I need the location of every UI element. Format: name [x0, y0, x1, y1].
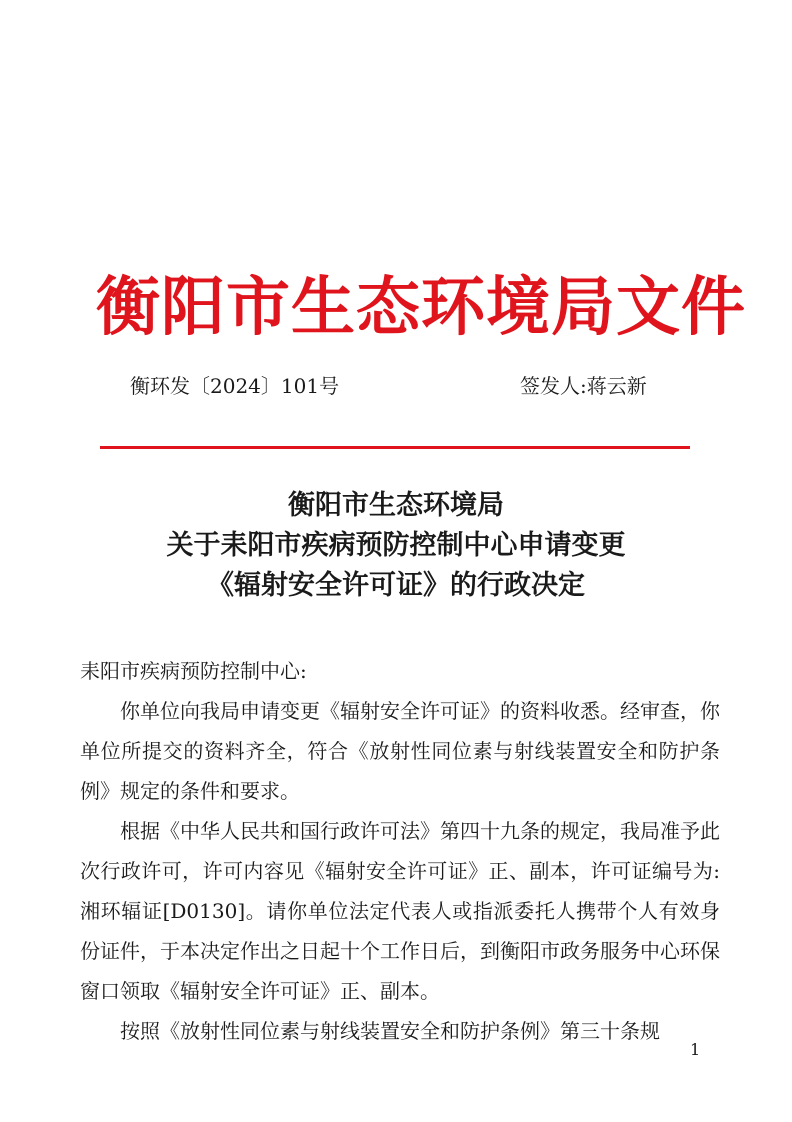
title-line-2: 关于耒阳市疾病预防控制中心申请变更 [166, 530, 626, 561]
body-paragraph: 按照《放射性同位素与射线装置安全和防护条例》第三十条规 [120, 1019, 660, 1043]
red-separator-line [100, 446, 690, 449]
signer-label: 签发人: [520, 374, 587, 398]
document-body [80, 651, 720, 1051]
document-number: 衡环发〔2024〕101号 [130, 374, 340, 398]
page-number: 1 [690, 1040, 701, 1059]
salutation: 耒阳市疾病预防控制中心: [80, 659, 307, 683]
signer-line [520, 372, 647, 400]
title-line-3: 《辐射安全许可证》的行政决定 [207, 570, 585, 601]
document-title [96, 486, 696, 606]
issuer-masthead: 衡阳市生态环境局文件 [96, 270, 746, 345]
signer-name: 蒋云新 [586, 374, 647, 398]
body-paragraph: 你单位向我局申请变更《辐射安全许可证》的资料收悉。经审查，你单位所提交的资料齐全，符合《放射性同位素与射线装置安全和防护条例》规定的条件和要求。 [80, 699, 720, 803]
body-paragraph: 根据《中华人民共和国行政许可法》第四十九条的规定，我局准予此次行政许可，许可内容见《辐射安全许可证》正、副本，许可证编号为: 湘环辐证[D0130]。请你单位法定代表人或指派委托人携带个人有效身份证件，于本决定作出之日起十个工作日后，到衡阳市政务服务中心环保窗口领取《辐射安全许可证》正、副本。 [80, 819, 720, 1003]
title-line-1: 衡阳市生态环境局 [288, 490, 504, 521]
